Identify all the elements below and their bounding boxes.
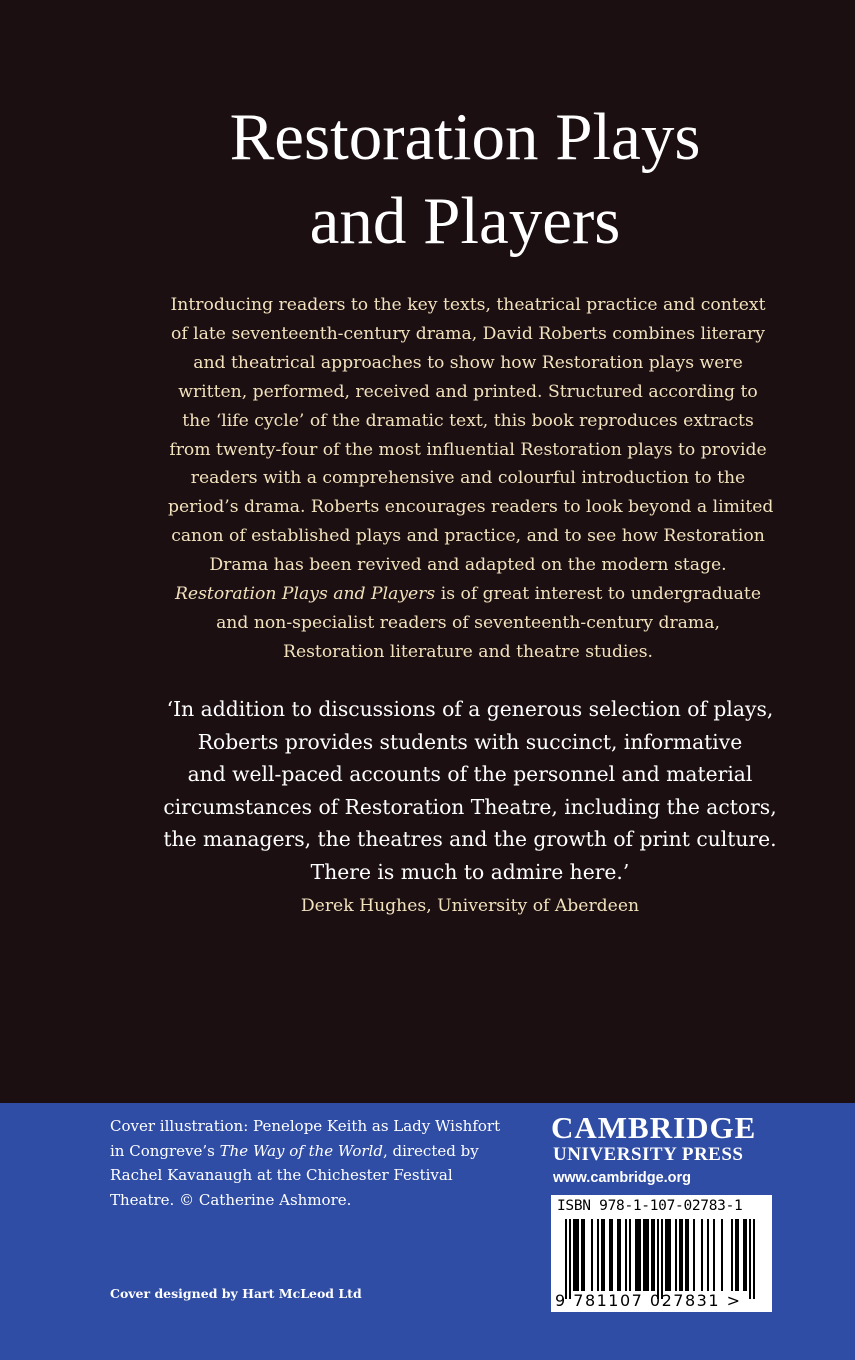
credit-line: Cover illustration: Penelope Keith as Lady Wishfort [110, 1117, 501, 1135]
barcode-bar [735, 1219, 737, 1291]
barcode-bar [569, 1219, 571, 1299]
barcode-bar [617, 1219, 619, 1291]
barcode-bar [713, 1219, 715, 1291]
barcode-bar [603, 1219, 605, 1291]
quote-attribution: Derek Hughes, University of Aberdeen [300, 896, 640, 916]
barcode-bar [753, 1219, 755, 1299]
barcode-bar [637, 1219, 639, 1291]
barcode-bar [749, 1219, 751, 1299]
barcode-bar [693, 1219, 695, 1291]
blurb-italic-title: Restoration Plays and Players [174, 584, 436, 605]
cover-designer-credit: Cover designed by Hart McLeod Ltd [110, 1286, 362, 1301]
barcode-bar [675, 1219, 677, 1291]
barcode-bar [597, 1219, 599, 1291]
blurb-line: Restoration literature and theatre studies. [283, 641, 653, 662]
barcode-bar [619, 1219, 621, 1291]
barcode-bar [577, 1219, 579, 1291]
barcode-bar [681, 1219, 683, 1291]
blurb-line: readers with a comprehensive and colourful introduction to the [190, 468, 746, 489]
quote-line: There is much to admire here.’ [310, 859, 630, 884]
barcode-bar [685, 1219, 687, 1291]
publisher-press: UNIVERSITY PRESS [553, 1144, 744, 1165]
barcode-bar [721, 1219, 723, 1291]
blue-panel [0, 1103, 855, 1360]
barcode-bar [745, 1219, 747, 1291]
credit-text: , directed by [382, 1141, 479, 1160]
barcode-bar [635, 1219, 637, 1291]
barcode-bar [643, 1219, 645, 1291]
barcode-bar [661, 1219, 663, 1299]
title-line: Restoration Plays [229, 100, 701, 174]
barcode-bar [679, 1219, 681, 1291]
publisher-url: www.cambridge.org [553, 1170, 692, 1186]
barcode-bar [651, 1219, 653, 1291]
review-quote [160, 693, 780, 888]
title-line: and Players [309, 184, 621, 258]
quote-line: Roberts provides students with succinct, informative [197, 729, 743, 754]
book-title [140, 95, 790, 263]
blurb-line: and theatrical approaches to show how Restoration plays were [193, 352, 743, 373]
barcode-bar [743, 1219, 745, 1291]
blurb-line-rest: is of great interest to undergraduate [435, 584, 761, 605]
barcode-bar [669, 1219, 671, 1291]
blurb-line: written, performed, received and printed. Structured according to [178, 381, 758, 402]
blurb-line: Introducing readers to the key texts, theatrical practice and context [170, 295, 766, 315]
barcode-bar [737, 1219, 739, 1291]
quote-line: the managers, the theatres and the growth of print culture. [163, 827, 777, 851]
barcode-bar [653, 1219, 655, 1291]
quote-line: ‘In addition to discussions of a generous selection of plays, [166, 697, 774, 721]
blurb-line: Drama has been revived and adapted on the modern stage. [209, 555, 727, 576]
barcode-bar [657, 1219, 659, 1299]
barcode-bar [645, 1219, 647, 1291]
barcode-bar [665, 1219, 667, 1291]
barcode-bar [625, 1219, 627, 1291]
barcode-bar [565, 1219, 567, 1299]
credit-play-title: The Way of the World [219, 1141, 383, 1160]
blurb-line: canon of established plays and practice, and to see how Restoration [171, 526, 765, 547]
barcode-bar [647, 1219, 649, 1291]
blurb-line: and non-specialist readers of seventeenth-century drama, [216, 612, 720, 633]
barcode-bar [629, 1219, 631, 1291]
blurb-line [168, 580, 768, 609]
barcode-bar [731, 1219, 733, 1291]
blurb-line: of late seventeenth-century drama, David Roberts combines literary [170, 323, 765, 344]
barcode-bar [611, 1219, 613, 1291]
barcode-bar [601, 1219, 603, 1291]
cover-illustration-credit [110, 1114, 530, 1212]
blurb-line: the ‘life cycle’ of the dramatic text, this book reproduces extracts [182, 410, 754, 431]
quote-line: circumstances of Restoration Theatre, including the actors, [163, 794, 777, 819]
book-description [168, 291, 774, 667]
credit-line [110, 1139, 530, 1164]
credit-line: Rachel Kavanaugh at the Chichester Festival [110, 1166, 453, 1184]
isbn-label: ISBN 978-1-107-02783-1 [557, 1198, 743, 1214]
barcode-digits: 9 781107 027831 > [555, 1291, 742, 1310]
barcode-bar [573, 1219, 575, 1291]
barcode-bar [575, 1219, 577, 1291]
barcode-bar [583, 1219, 585, 1291]
barcode-panel [551, 1195, 772, 1312]
quote-line: and well-paced accounts of the personnel and material [187, 762, 753, 786]
publisher-name: CAMBRIDGE [551, 1110, 757, 1145]
barcode-bar [707, 1219, 709, 1291]
blurb-line: period’s drama. Roberts encourages readers to look beyond a limited [168, 497, 774, 518]
barcode-bar [701, 1219, 703, 1291]
barcode-bar [591, 1219, 593, 1291]
credit-line: Theatre. © Catherine Ashmore. [110, 1190, 352, 1209]
barcode-bar [609, 1219, 611, 1291]
barcode-bar [639, 1219, 641, 1291]
blurb-line: from twenty-four of the most influential Restoration plays to provide [169, 439, 767, 460]
barcode-bar [687, 1219, 689, 1291]
credit-text: in Congreve’s [110, 1141, 220, 1160]
barcode-bar [581, 1219, 583, 1291]
barcode-bar [667, 1219, 669, 1291]
